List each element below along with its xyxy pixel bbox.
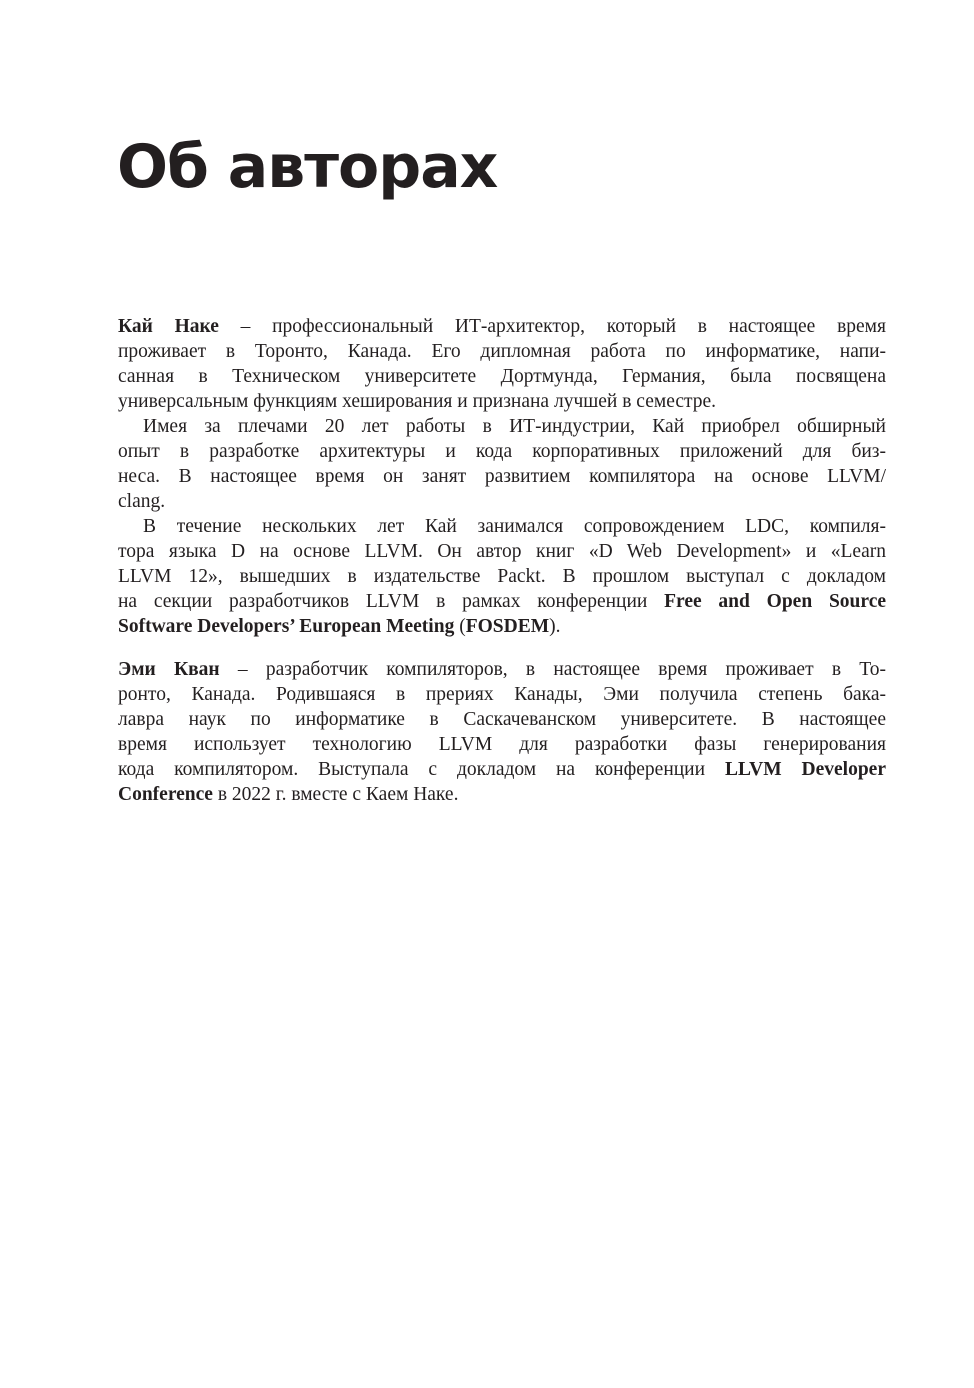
bold-text: LLVM Developer [724,759,886,780]
text-line [118,564,886,589]
page-title: Об авторах [117,132,498,202]
bold-text: FOSDEM [465,616,550,637]
text-segment: clang. [118,491,166,512]
text-segment: санная в Техническом университете Дортмунда, Германия, была посвящена [118,366,886,387]
text-segment: универсальным функциям хеширования и признана лучшей в семестре. [118,391,717,412]
text-line [118,682,886,707]
text-segment: неса. В настоящее время он занят развитием компилятора на основе LLVM/ [118,466,886,487]
text-segment: лавра наук по информатике в Саскачеванском университете. В настоящее [118,709,886,730]
text-segment: ). [549,616,561,637]
text-segment: в 2022 г. вместе с Каем Наке. [212,784,459,805]
text-line [118,514,886,539]
about-authors-text [118,314,886,807]
text-segment: В течение нескольких лет Кай занимался сопровождением LDC, компиля- [143,516,886,537]
text-segment: – профессиональный ИТ-архитектор, который в настоящее время [218,316,886,337]
bold-text: Эми Кван [118,659,220,680]
text-line [118,339,886,364]
text-line [118,489,886,514]
paragraph-gap [118,639,886,657]
text-line [118,707,886,732]
bold-text: Кай Наке [118,316,219,337]
text-segment: Имея за плечами 20 лет работы в ИТ-индустрии, Кай приобрел обширный [143,416,886,437]
text-line [118,414,886,439]
paragraph [118,514,886,639]
text-segment: на секции разработчиков LLVM в рамках конференции [118,591,665,612]
text-segment: время использует технологию LLVM для разработки фазы генерирования [118,734,886,755]
paragraph [118,414,886,514]
text-segment: проживает в Торонто, Канада. Его дипломная работа по информатике, напи- [118,341,886,362]
text-line [118,657,886,682]
text-line [118,314,886,339]
text-line [118,439,886,464]
paragraph [118,657,886,807]
text-line [118,364,886,389]
text-line [118,464,886,489]
text-segment: – разработчик компиляторов, в настоящее время проживает в То- [219,659,886,680]
text-line [118,782,886,807]
text-segment: ( [454,616,466,637]
text-line [118,389,886,414]
text-segment: тора языка D на основе LLVM. Он автор книг «D Web Development» и «Learn [118,541,886,562]
paragraph [118,314,886,414]
bold-text: Software Developers’ European Meeting [118,616,455,637]
text-line [118,757,886,782]
text-line [118,539,886,564]
bold-text: Free and Open Source [664,591,886,612]
text-segment: кода компилятором. Выступала с докладом на конференции [118,759,725,780]
text-line [118,589,886,614]
text-line [118,732,886,757]
text-line [118,614,886,639]
text-segment: опыт в разработке архитектуры и кода корпоративных приложений для биз- [118,441,886,462]
bold-text: Conference [118,784,213,805]
text-segment: LLVM 12», вышедших в издательстве Packt. В прошлом выступал с докладом [118,566,886,587]
text-segment: ронто, Канада. Родившаяся в прериях Канады, Эми получила степень бака- [118,684,886,705]
